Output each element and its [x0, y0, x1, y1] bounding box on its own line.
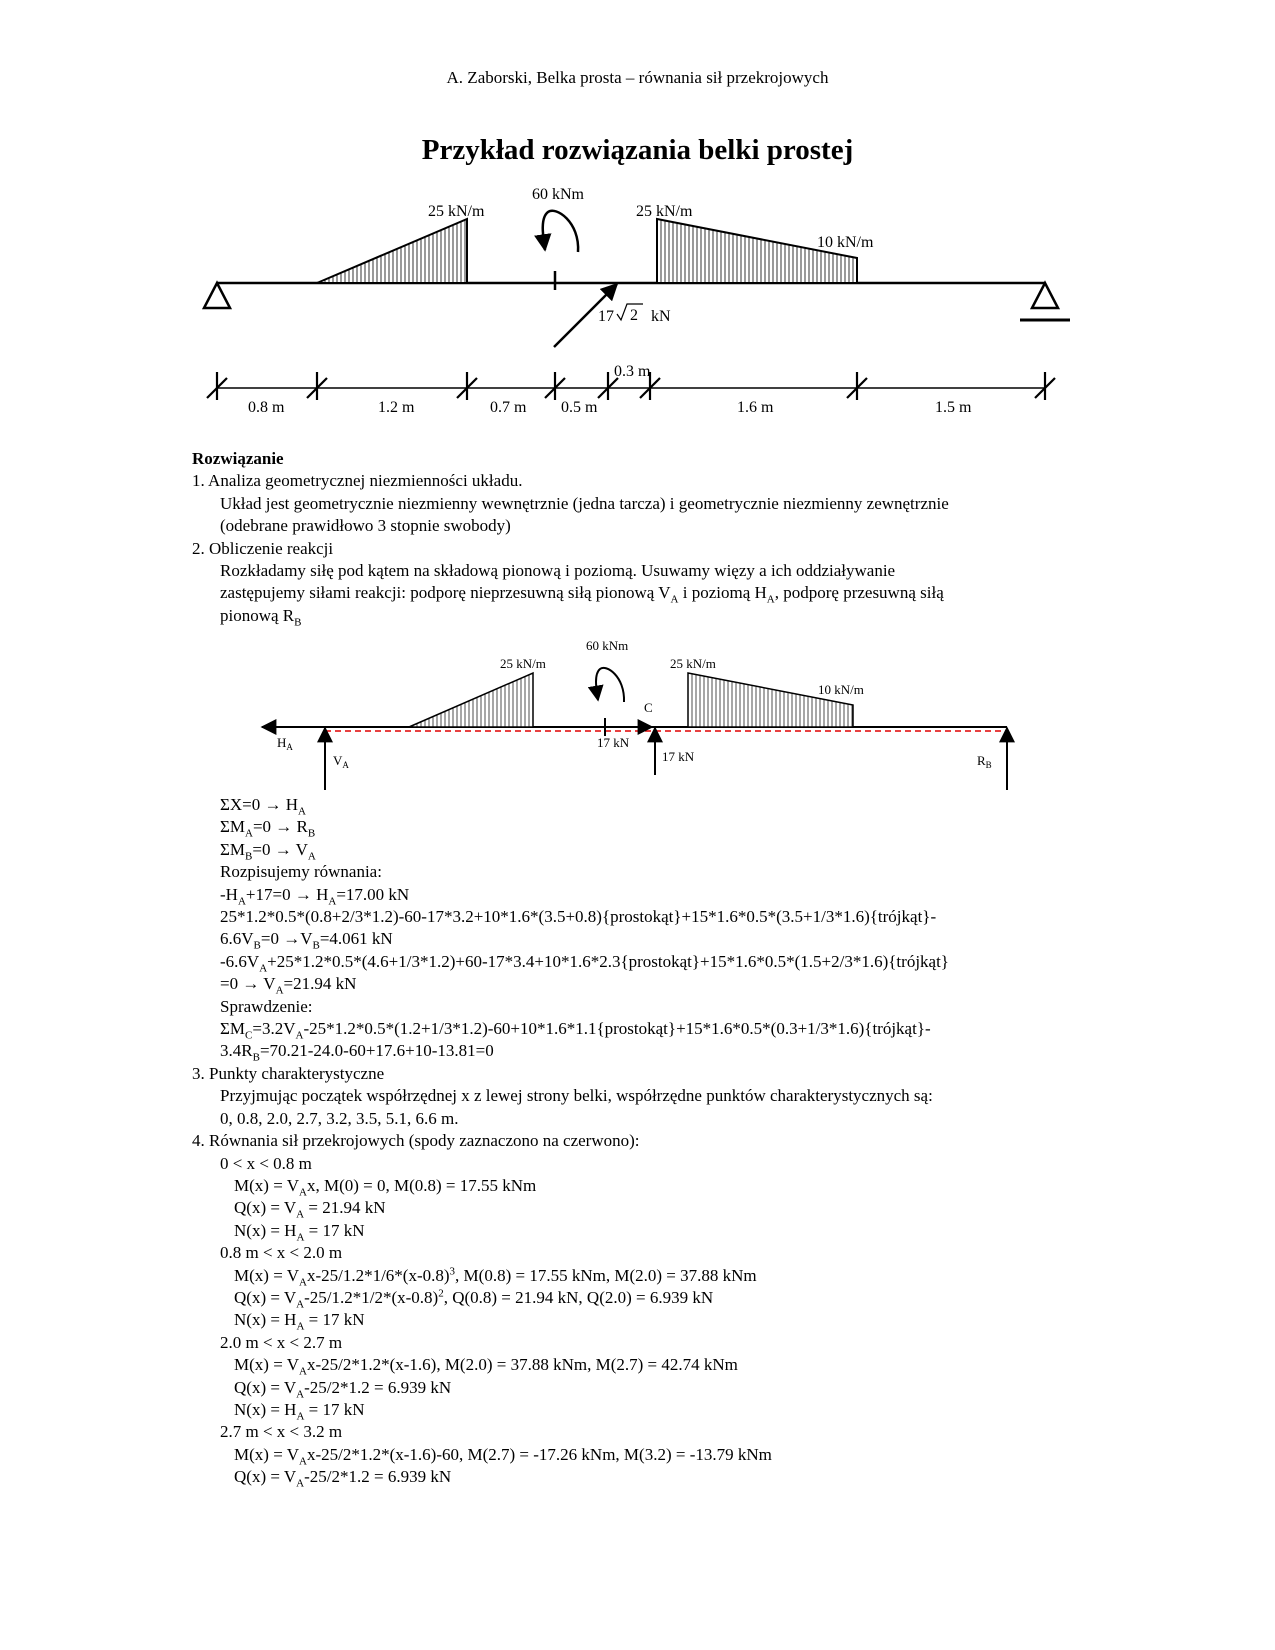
va-label: $V_A$ — [333, 753, 349, 770]
force-label-root: 2 — [630, 307, 638, 324]
equations-block: $\Sigma X=0 \to H_A$ $\Sigma M_A=0 \to R_B$ $\Sigma M_B=0 \to V_A$ Rozpisujemy równania: $-H_A+17=0 \to H_A=17.00$ kN 25*1.2*0.5*(0.8+2/3*1.2)-60-17*3.2+10*1.6*(3.5+0.8){prostokąt}+15*1.6*0.5*(3.5+1/3*1.6){trójkąt}- $6.6V_B=0 \to V_B=4.061$ kN $-6.6V_A+25*1.2*0.5*(4.6+1/3*1.2)+60-17*3.4+10*1.6*2.3\{prostokąt\}+15*1.6*0.5*(1.5+2/3*1.6)\{trójkąt\}$ $=0 \to V_A=21.94$ kN Sprawdzenie: $\Sigma M_C=3.2V_A-25*1.2*0.5*(1.2+1/3*1.2)-60+10*1.6*1.1\{prostokąt\}+15*1.6*0.5*(0.3+1/3*1.6)\{trójkąt\}-$ $3.4R_B=70.21-24.0-60+17.6+10-13.81=0$ 3. Punkty charakterystyczne Przyjmując początek współrzędnej x z lewej strony belki, współrzędne punktów charakterystycznych są: 0, 0.8, 2.0, 2.7, 3.2, 3.5, 5.1, 6.6 m. 4. Równania sił przekrojowych (spody zaznaczono na czerwono): 0 < x < 0.8 m $M(x) = V_Ax$, M(0) = 0, M(0.8) = 17.55 kNm $Q(x) = V_A = 21.94$ kN $N(x) = H_A = 17$ kN 0.8 m < x < 2.0 m $M(x) = V_Ax-25/1.2*1/6*(x-0.8)^3$, M(0.8) = 17.55 kNm, M(2.0) = 37.88 kNm $Q(x) = V_A-25/1.2*1/2*(x-0.8)^2$, Q(0.8) = 21.94 kN, Q(2.0) = 6.939 kN $N(x) = H_A = 17$ kN 2.0 m < x < 2.7 m $M(x) = V_Ax-25/2*1.2*(x-1.6)$, M(2.0) = 37.88 kNm, M(2.7) = 42.74 kNm $Q(x) = V_A-25/2*1.2 = 6.939$ kN $N(x) = H_A = 17$ kN 2.7 m < x < 3.2 m $M(x) = V_Ax-25/2*1.2*(x-1.6)-60$, M(2.7) = -17.26 kNm, M(3.2) = -13.79 kNm $Q(x) = V_A-25/2*1.2 = 6.939$ kN — [192, 795, 949, 1490]
load-right-end-label: 10 kN/m — [817, 234, 874, 251]
load-left-label-2: 25 kN/m — [500, 656, 546, 671]
load-right-start-label-2: 25 kN/m — [670, 656, 716, 671]
moment-arc-icon-2 — [596, 668, 624, 702]
s2-title: 2. Obliczenie reakcji — [192, 538, 334, 558]
force-h-label: 17 kN — [597, 735, 630, 750]
s2-line2: zastępujemy siłami reakcji: podporę nieprzesuwną siłą pionową $V_A$ i poziomą $H_A$, podporę przesuwną siłą — [220, 583, 944, 606]
load-right-end-label-2: 10 kN/m — [818, 682, 864, 697]
triangular-load-left — [317, 219, 467, 283]
rb-label: $R_B$ — [977, 753, 992, 770]
beam-diagram-1 — [0, 0, 1275, 420]
page-header: A. Zaborski, Belka prosta – równania sił przekrojowych — [446, 68, 829, 87]
force-label-unit: kN — [651, 308, 671, 325]
dim-1: 1.2 m — [378, 399, 415, 416]
s1-title: 1. Analiza geometrycznej niezmienności układu. — [192, 471, 523, 491]
moment-label: 60 kNm — [532, 186, 584, 203]
force-label-prefix: 17 — [598, 308, 614, 325]
moment-arc-icon — [543, 211, 578, 252]
dim-0: 0.8 m — [248, 399, 285, 416]
s2-line1: Rozkładamy siłę pod kątem na składową pionową i poziomą. Usuwamy więzy a ich oddziaływanie — [220, 561, 896, 581]
force-v-label: 17 kN — [662, 749, 695, 764]
triangular-load-left-2 — [409, 673, 533, 727]
dim-3: 0.5 m — [561, 399, 598, 416]
beam-diagram-2 — [0, 630, 1275, 790]
page-title: Przykład rozwiązania belki prostej — [421, 134, 854, 166]
dim-5: 1.6 m — [737, 399, 774, 416]
moment-label-2: 60 kNm — [586, 638, 629, 653]
solution-top-text — [192, 448, 1092, 627]
section-heading: Rozwiązanie — [192, 449, 284, 468]
dim-6: 1.5 m — [935, 399, 972, 416]
point-c-label: C — [644, 700, 653, 715]
dim-2: 0.7 m — [490, 399, 527, 416]
s2-line3: pionową $R_B$ — [220, 605, 302, 629]
pinned-support-icon — [204, 283, 230, 308]
dim-4: 0.3 m — [614, 363, 651, 380]
s1-line1: Układ jest geometrycznie niezmienny wewnętrznie (jedna tarcza) i geometrycznie niezmienny zewnętrznie — [220, 493, 949, 513]
load-left-label: 25 kN/m — [428, 203, 485, 220]
s1-line2: (odebrane prawidłowo 3 stopnie swobody) — [220, 516, 511, 536]
load-right-start-label: 25 kN/m — [636, 203, 693, 220]
ha-label: $H_A$ — [277, 735, 293, 752]
roller-support-icon — [1032, 283, 1058, 308]
